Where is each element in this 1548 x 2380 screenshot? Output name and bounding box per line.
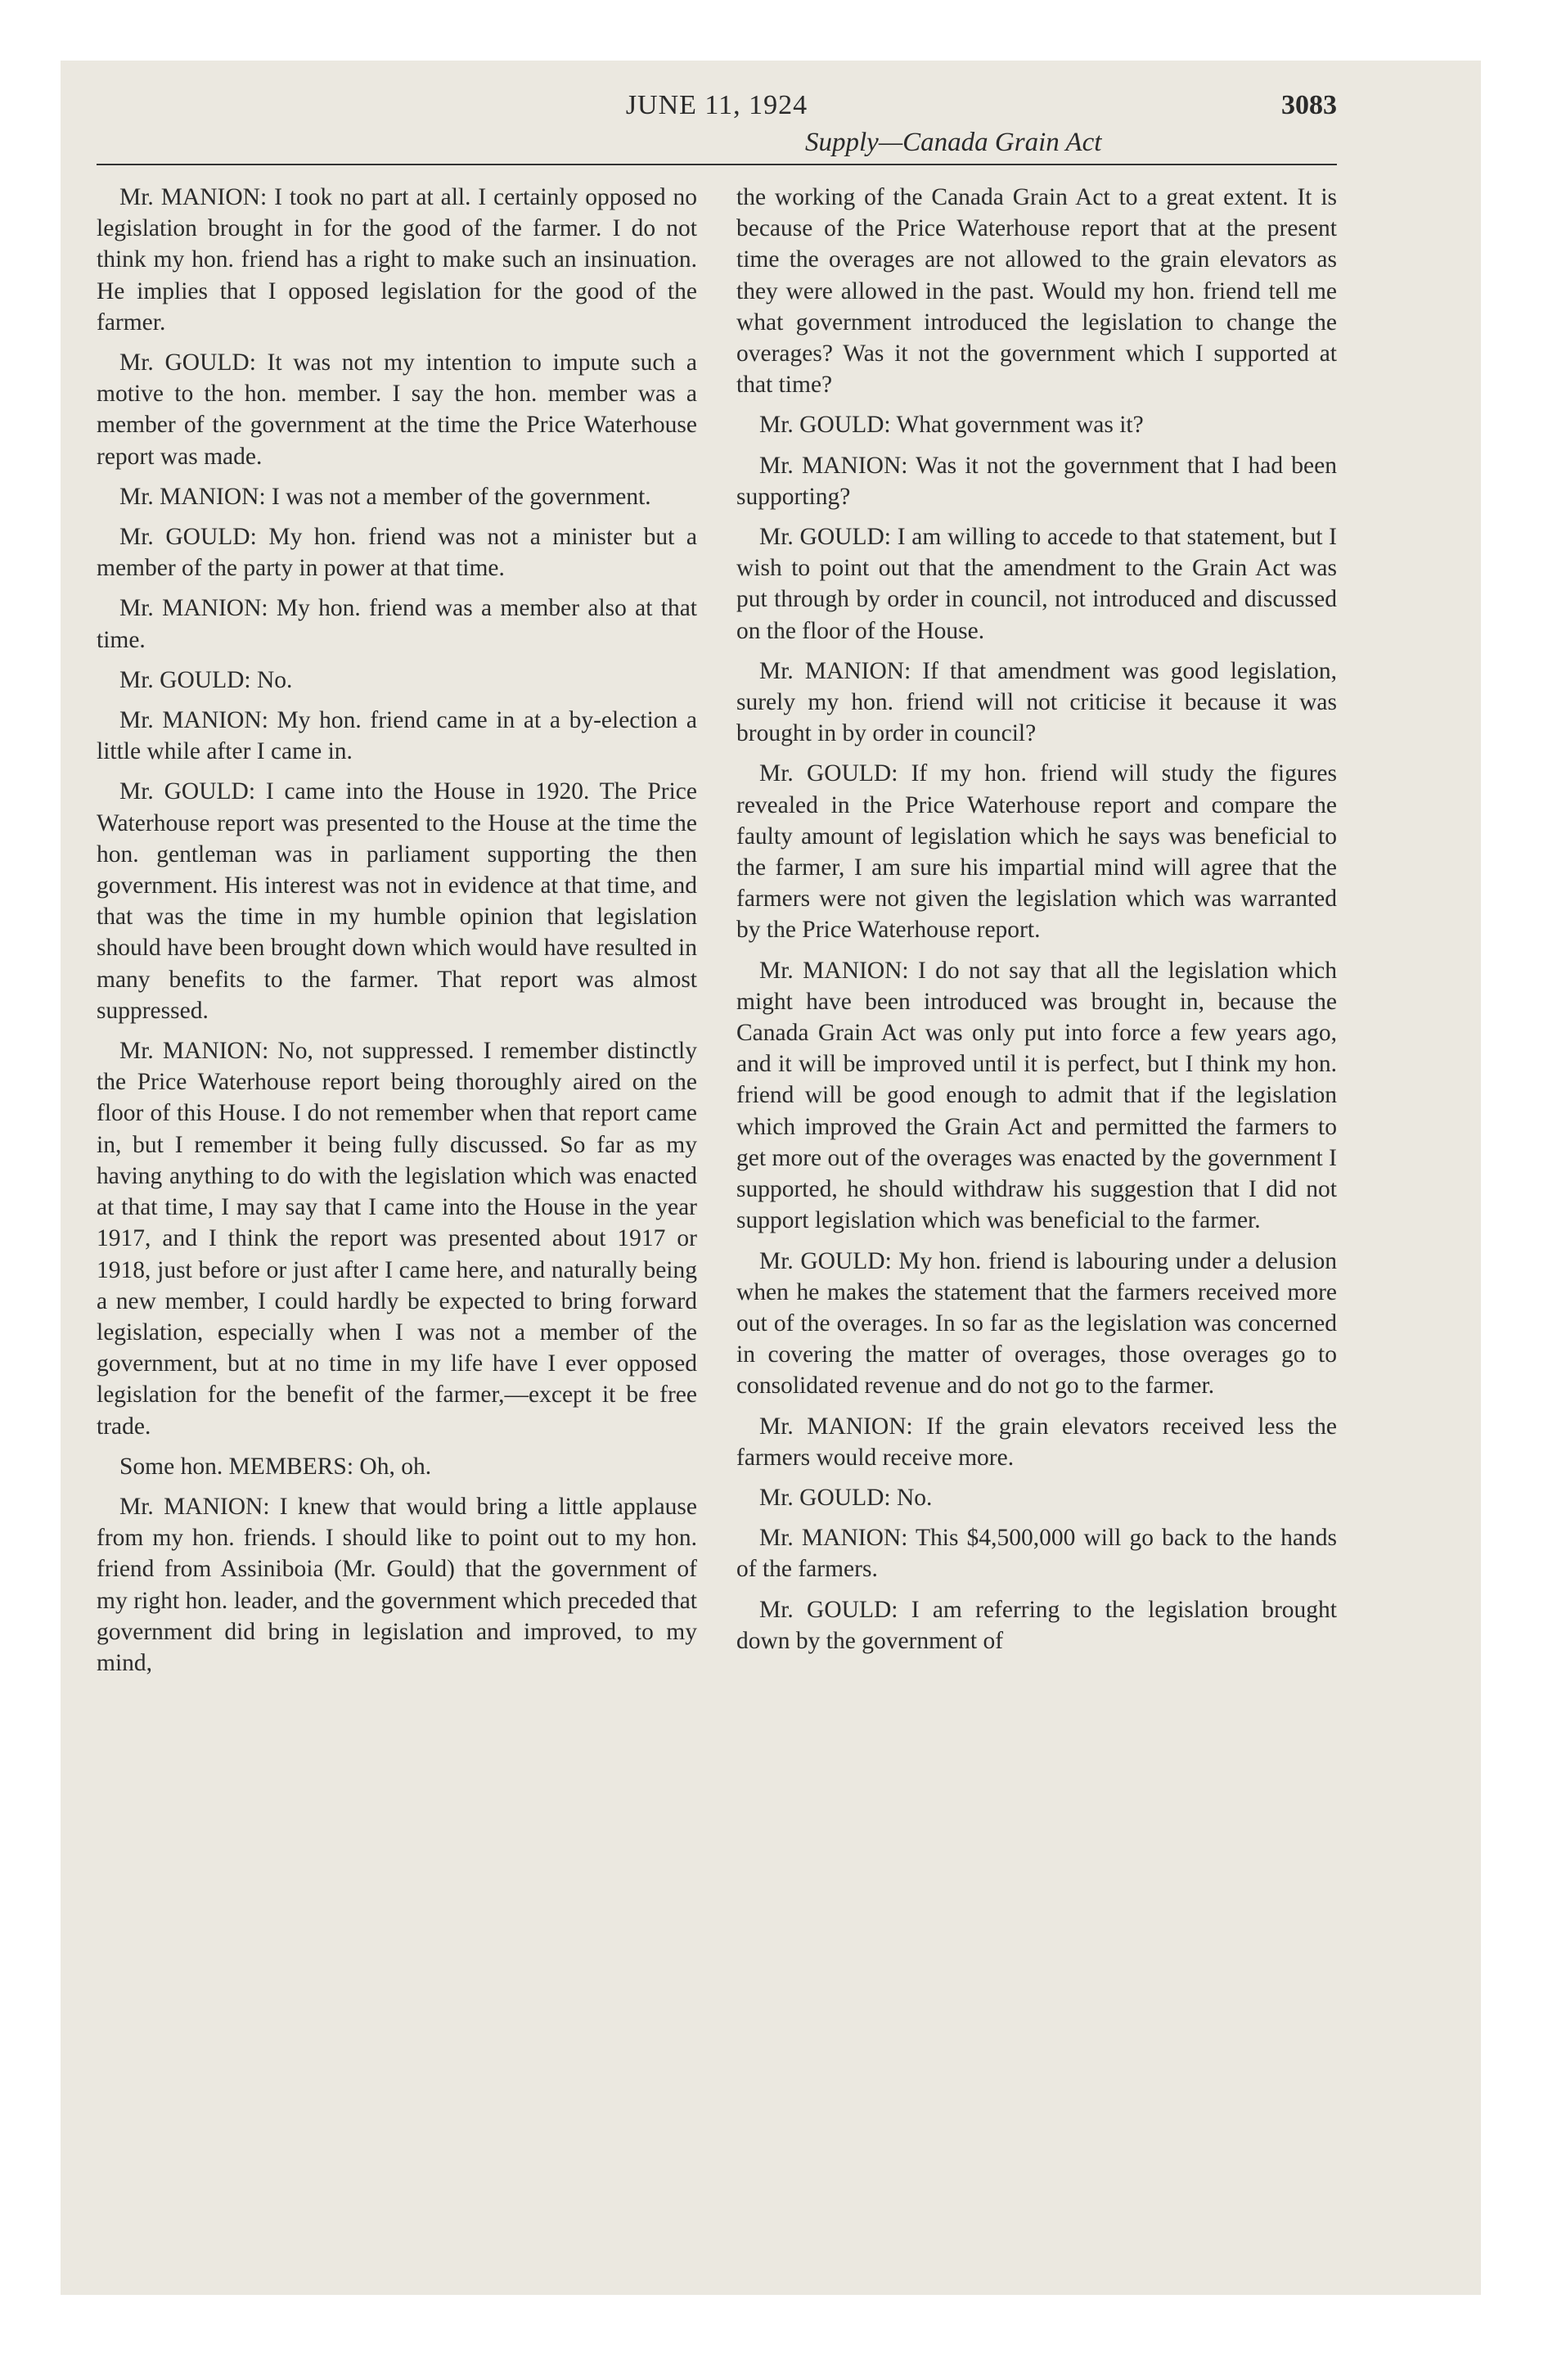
paragraph: Mr. MANION: My hon. friend came in at a by-election a little while after I came in. — [97, 707, 697, 765]
paragraph: the working of the Canada Grain Act to a great extent. It is because of the Price Waterhouse report that at the present time the overages are not allowed to the grain elevators as they were allowed in the past. Would my hon. friend tell me what government introduced the legislation to change the overages? Was it not the government which I supported at that time? — [736, 184, 1337, 399]
page-header — [97, 90, 1337, 188]
paragraph: Mr. MANION: No, not suppressed. I remember distinctly the Price Waterhouse report being thoroughly aired on the floor of this House. I do not remember when that report came in, but I remember it being fully discussed. So far as my having anything to do with the legislation which was enacted at that time, I may say that I came into the House in the year 1917, and I think the report was presented about 1917 or 1918, just before or just after I came here, and naturally being a new member, I could hardly be expected to bring forward legislation, especially when I was not a member of the government, but at no time in my life have I ever opposed legislation for the benefit of the farmer,—except it be free trade. — [97, 1038, 697, 1440]
paragraph: Mr. GOULD: I came into the House in 1920. The Price Waterhouse report was presented to the House at the time the hon. gentleman was in parliament supporting the then government. His interest was not in evidence at that time, and that was the time in my humble opinion that legislation should have been brought down which would have resulted in many benefits to the farmer. That report was almost suppressed. — [97, 778, 697, 1024]
paragraph: Mr. GOULD: I am willing to accede to that statement, but I wish to point out that the amendment to the Grain Act was put through by order in council, not introduced and discussed on the floor of the House. — [736, 524, 1337, 644]
paragraph: Mr. MANION: I knew that would bring a little applause from my hon. friends. I should like to point out to my hon. friend from Assiniboia (Mr. Gould) that the government of my right hon. leader, and the government which preceded that government did bring in legislation and improved, to my mind, — [97, 1493, 697, 1676]
page-number: 3083 — [1281, 90, 1337, 120]
header-date: JUNE 11, 1924 — [625, 90, 808, 120]
paragraph: Mr. GOULD: I am referring to the legislation brought down by the government of — [736, 1596, 1337, 1654]
paragraph: Mr. MANION: I was not a member of the government. — [119, 483, 651, 510]
paragraph: Some hon. MEMBERS: Oh, oh. — [119, 1453, 432, 1480]
paragraph: Mr. MANION: I do not say that all the legislation which might have been introduced was brought in, because the Canada Grain Act was only put into force a few years ago, and it will be improved until it is perfect, but I think my hon. friend will be good enough to admit that if the legislation which improved the Grain Act and permitted the farmers to get more out of the overages was enacted by the government I supported, he should withdraw his suggestion that I did not support legislation which was beneficial to the farmer. — [736, 957, 1337, 1234]
paragraph: Mr. MANION: Was it not the government that I had been supporting? — [736, 452, 1337, 510]
paragraph: Mr. GOULD: What government was it? — [759, 412, 1144, 439]
header-subject: Supply—Canada Grain Act — [805, 128, 1102, 157]
paragraph: Mr. MANION: If the grain elevators received less the farmers would receive more. — [736, 1413, 1337, 1471]
paragraph: Mr. MANION: If that amendment was good legislation, surely my hon. friend will not criticise it because it was brought in by order in council? — [736, 657, 1337, 747]
paragraph: Mr. GOULD: No. — [759, 1484, 933, 1511]
paragraph: Mr. GOULD: No. — [119, 666, 293, 693]
paragraph: Mr. GOULD: If my hon. friend will study the figures revealed in the Price Waterhouse report and compare the faulty amount of legislation which he says was beneficial to the farmer, I am sure his impartial mind will agree that the farmers were not given the legislation which was warranted by the Price Waterhouse report. — [736, 760, 1337, 944]
header-rule — [97, 164, 1337, 165]
paragraph: Mr. GOULD: It was not my intention to impute such a motive to the hon. member. I say the hon. member was a member of the government at the time the Price Waterhouse report was made. — [97, 349, 697, 470]
paragraph: Mr. GOULD: My hon. friend is labouring under a delusion when he makes the statement that the farmers received more out of the overages. In so far as the legislation was concerned in covering the matter of overages, those overages go to consolidated revenue and do not go to the farmer. — [736, 1247, 1337, 1400]
right-column — [736, 182, 1337, 1666]
paragraph: Mr. MANION: My hon. friend was a member also at that time. — [97, 595, 697, 653]
paragraph: Mr. MANION: I took no part at all. I certainly opposed no legislation brought in for the good of the farmer. I do not think my hon. friend has a right to make such an insinuation. He implies that I opposed legislation for the good of the farmer. — [97, 184, 697, 336]
paragraph: Mr. MANION: This $4,500,000 will go back to the hands of the farmers. — [736, 1525, 1337, 1583]
left-column — [97, 182, 697, 1688]
paragraph: Mr. GOULD: My hon. friend was not a minister but a member of the party in power at that time. — [97, 524, 697, 582]
